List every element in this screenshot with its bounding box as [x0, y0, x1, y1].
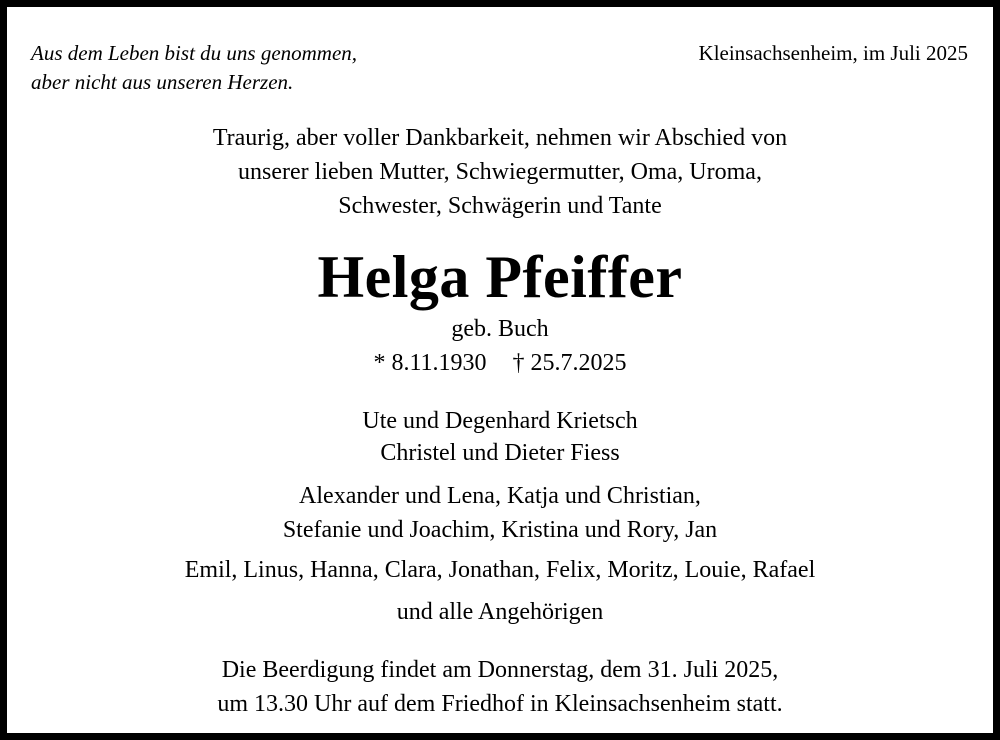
- quote-line: aber nicht aus unseren Herzen.: [31, 70, 294, 94]
- mourners-relatives: und alle Angehörigen: [396, 599, 604, 625]
- intro-line: unserer lieben Mutter, Schwiegermutter, Oma, Uroma,: [238, 159, 762, 185]
- intro-line: Schwester, Schwägerin und Tante: [338, 193, 662, 219]
- place-and-date: Kleinsachsenheim, im Juli 2025: [698, 41, 968, 65]
- intro-line: Traurig, aber voller Dankbarkeit, nehmen wir Abschied von: [212, 125, 788, 151]
- mourners-children: [7, 405, 993, 469]
- life-dates: [7, 347, 993, 379]
- funeral-details: [7, 653, 993, 721]
- death-date: † 25.7.2025: [512, 350, 627, 376]
- maiden-name: geb. Buch: [451, 316, 549, 342]
- funeral-line: um 13.30 Uhr auf dem Friedhof in Kleinsachsenheim statt.: [217, 691, 783, 717]
- mourners-great-grandchildren: Emil, Linus, Hanna, Clara, Jonathan, Felix, Moritz, Louie, Rafael: [184, 557, 816, 583]
- mourners-grandchildren: [7, 479, 993, 547]
- deceased-name: Helga Pfeiffer: [317, 244, 683, 310]
- mourner-line: Christel und Dieter Fiess: [380, 440, 620, 466]
- mourner-line: Ute und Degenhard Krietsch: [362, 408, 638, 434]
- birth-date: * 8.11.1930: [373, 350, 487, 376]
- quote-line: Aus dem Leben bist du uns genommen,: [31, 41, 358, 65]
- memorial-quote: [31, 39, 357, 97]
- mourner-line: Alexander und Lena, Katja und Christian,: [299, 483, 701, 509]
- mourner-line: Stefanie und Joachim, Kristina und Rory, Jan: [282, 517, 718, 543]
- intro-text: [7, 121, 993, 223]
- funeral-line: Die Beerdigung findet am Donnerstag, dem 31. Juli 2025,: [221, 657, 779, 683]
